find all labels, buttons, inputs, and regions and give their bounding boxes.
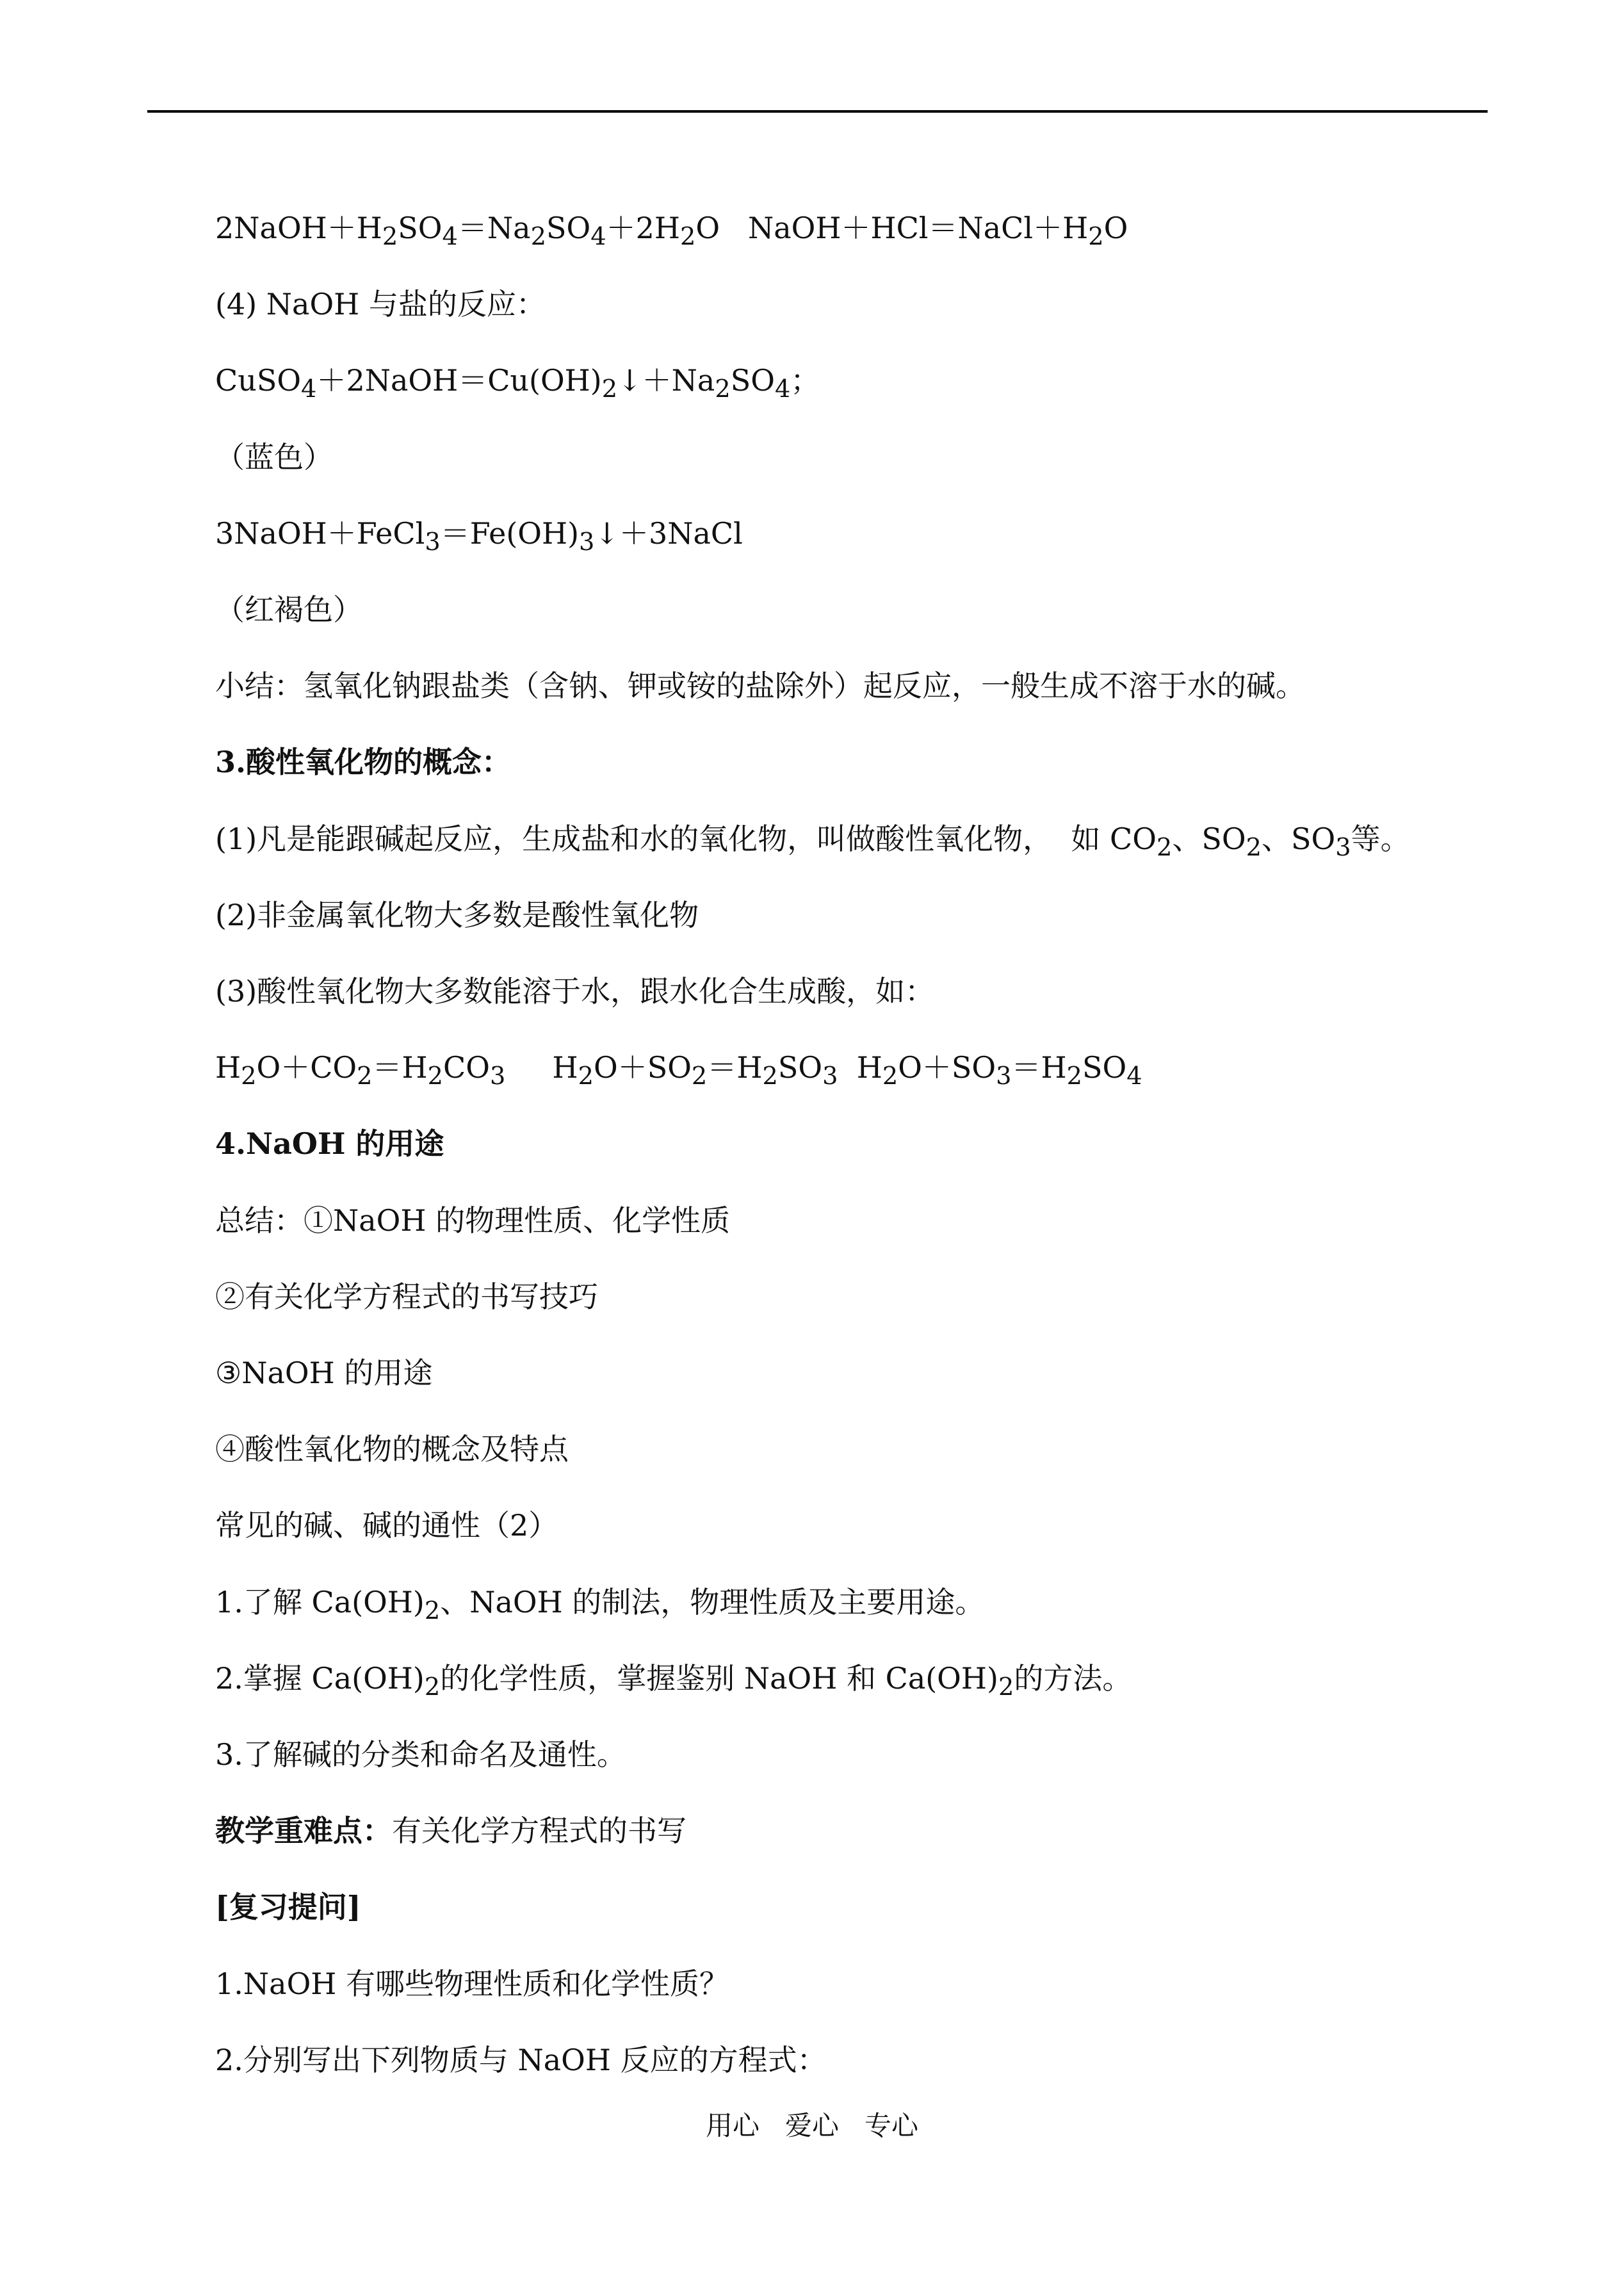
document-line — [215, 209, 1128, 256]
subscript: 4 — [590, 222, 606, 252]
text-run: 2.分别写出下列物质与 NaOH 反应的方程式： — [215, 2043, 827, 2077]
document-line — [215, 514, 743, 562]
text-run: SO — [398, 211, 443, 245]
page-footer: 用心 爱心 专心 — [705, 2110, 919, 2141]
document-line — [215, 1048, 1142, 1096]
subscript: 2 — [530, 222, 546, 252]
text-run: 有关化学方程式的书写 — [392, 1813, 686, 1848]
text-run: SO — [777, 1050, 823, 1085]
text-run: CO — [443, 1050, 490, 1085]
subscript: 3 — [489, 1062, 506, 1091]
text-run: O＋SO — [593, 1050, 692, 1085]
document-line — [215, 1430, 569, 1468]
text-run: ＋2H — [606, 211, 680, 245]
text-run: H — [505, 1050, 578, 1085]
text-run: H — [215, 1050, 241, 1085]
text-run: 2.掌握 Ca(OH) — [215, 1661, 425, 1696]
text-run: 4.NaOH 的用途 — [215, 1126, 444, 1161]
text-run: SO — [1082, 1050, 1127, 1085]
subscript: 2 — [241, 1062, 257, 1091]
document-line — [215, 667, 1305, 705]
subscript: 2 — [1156, 833, 1173, 863]
subscript: 2 — [998, 1673, 1014, 1702]
text-run: H — [838, 1050, 882, 1085]
text-run: 3.了解碱的分类和命名及通性。 — [215, 1737, 626, 1772]
text-run: ③NaOH 的用途 — [215, 1356, 433, 1390]
document-line — [215, 1506, 558, 1545]
document-line — [215, 361, 820, 409]
subscript: 2 — [680, 222, 696, 252]
text-run: 等。 — [1351, 822, 1410, 856]
subscript: 4 — [442, 222, 458, 252]
text-run: 3NaOH＋FeCl — [215, 516, 425, 551]
subscript: 2 — [1066, 1062, 1083, 1091]
text-run: O NaOH＋HCl＝NaCl＋H — [695, 211, 1089, 245]
text-run: （蓝色） — [215, 440, 333, 474]
text-run: ＝H — [707, 1050, 763, 1085]
text-run: ④酸性氧化物的概念及特点 — [215, 1432, 569, 1466]
text-run: ＝H — [372, 1050, 428, 1085]
text-run: ＋2NaOH＝Cu(OH) — [316, 363, 602, 398]
text-run: SO — [546, 211, 591, 245]
text-run: 小结：氢氧化钠跟盐类（含钠、钾或铵的盐除外）起反应，一般生成不溶于水的碱。 — [215, 669, 1305, 703]
text-run: 3.酸性氧化物的概念： — [215, 745, 512, 779]
subscript: 3 — [425, 528, 441, 557]
text-run: 1.NaOH 有哪些物理性质和化学性质？ — [215, 1967, 729, 2001]
text-run: 、NaOH 的制法，物理性质及主要用途。 — [440, 1585, 985, 1619]
document-line — [215, 590, 362, 629]
document-line — [215, 285, 546, 323]
text-run: ； — [790, 363, 820, 398]
bold-text: 教学重难点： — [215, 1813, 392, 1848]
document-line — [215, 1888, 361, 1926]
subscript: 2 — [424, 1673, 441, 1702]
subscript: 2 — [882, 1062, 898, 1091]
subscript: 3 — [822, 1062, 838, 1091]
text-run: [复习提问] — [215, 1890, 361, 1924]
document-line — [215, 1277, 598, 1316]
subscript: 3 — [579, 528, 595, 557]
text-run: ＝H — [1011, 1050, 1067, 1085]
subscript: 2 — [762, 1062, 778, 1091]
text-run: 的方法。 — [1014, 1661, 1132, 1696]
subscript: 2 — [427, 1062, 444, 1091]
text-run: SO — [730, 363, 775, 398]
text-run: O＋SO — [898, 1050, 996, 1085]
subscript: 2 — [578, 1062, 594, 1091]
document-line — [215, 1583, 984, 1630]
subscript: 2 — [382, 222, 398, 252]
subscript: 2 — [1246, 833, 1262, 863]
text-run: ↓＋Na — [617, 363, 715, 398]
document-line — [215, 1201, 730, 1240]
text-run: ↓＋3NaCl — [594, 516, 743, 551]
text-run: (2)非金属氧化物大多数是酸性氧化物 — [215, 898, 699, 932]
subscript: 2 — [601, 375, 618, 404]
subscript: 2 — [357, 1062, 373, 1091]
document-line — [215, 1124, 444, 1163]
document-line — [215, 972, 934, 1010]
document-line — [215, 2041, 827, 2079]
document-line — [215, 743, 511, 781]
text-run: 、SO — [1172, 822, 1246, 856]
text-run: 、SO — [1261, 822, 1336, 856]
subscript: 4 — [1126, 1062, 1142, 1091]
document-line — [215, 1659, 1132, 1707]
text-run: 的化学性质，掌握鉴别 NaOH 和 Ca(OH) — [440, 1661, 998, 1696]
subscript: 2 — [1088, 222, 1104, 252]
document-line — [215, 1965, 729, 2003]
text-run: ＝Na — [457, 211, 531, 245]
text-run: O — [1103, 211, 1128, 245]
subscript: 4 — [301, 375, 317, 404]
document-line — [215, 1354, 432, 1392]
document-line — [215, 820, 1410, 867]
text-run: 2NaOH＋H — [215, 211, 382, 245]
text-run: 常见的碱、碱的通性（2） — [215, 1508, 558, 1543]
text-run: 总结：①NaOH 的物理性质、化学性质 — [215, 1203, 731, 1238]
text-run: CuSO — [215, 363, 302, 398]
text-run: ＝Fe(OH) — [440, 516, 580, 551]
text-run: (1)凡是能跟碱起反应，生成盐和水的氧化物，叫做酸性氧化物， 如 CO — [215, 822, 1157, 856]
text-run: 1.了解 Ca(OH) — [215, 1585, 425, 1619]
document-line — [215, 438, 333, 476]
header-rule — [147, 110, 1488, 113]
text-run: （红褐色） — [215, 592, 362, 627]
subscript: 2 — [715, 375, 731, 404]
text-run: ②有关化学方程式的书写技巧 — [215, 1279, 598, 1314]
text-run: (3)酸性氧化物大多数能溶于水，跟水化合生成酸，如： — [215, 974, 935, 1009]
text-run: O＋CO — [256, 1050, 357, 1085]
subscript: 2 — [691, 1062, 708, 1091]
document-line — [215, 1812, 686, 1850]
subscript: 2 — [424, 1596, 441, 1626]
subscript: 3 — [1335, 833, 1351, 863]
subscript: 3 — [996, 1062, 1012, 1091]
text-run: (4) NaOH 与盐的反应： — [215, 287, 546, 321]
subscript: 4 — [774, 375, 791, 404]
document-line — [215, 896, 699, 934]
document-line — [215, 1735, 626, 1774]
